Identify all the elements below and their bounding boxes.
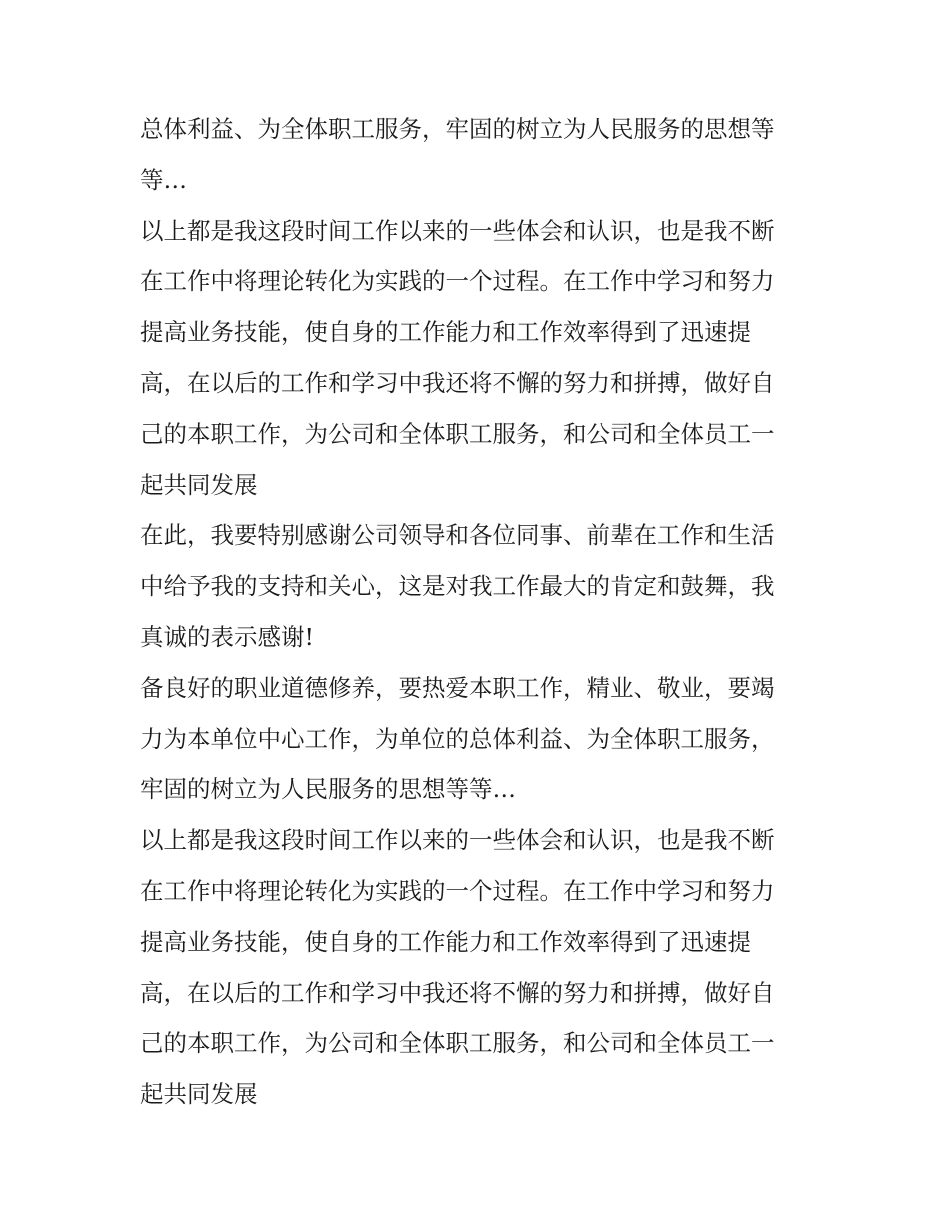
text-line: 己的本职工作，为公司和全体职工服务，和公司和全体员工一 [140,419,775,448]
text-line: 提高业务技能，使自身的工作能力和工作效率得到了迅速提 [140,927,751,956]
document-body [140,104,815,1120]
text-line: 在工作中将理论转化为实践的一个过程。在工作中学习和努力 [140,267,775,296]
text-line: 以上都是我这段时间工作以来的一些体会和认识，也是我不断 [140,826,775,855]
text-line: 以上都是我这段时间工作以来的一些体会和认识，也是我不断 [140,216,775,245]
text-line: 中给予我的支持和关心，这是对我工作最大的肯定和鼓舞，我 [140,572,775,601]
text-line: 在工作中将理论转化为实践的一个过程。在工作中学习和努力 [140,876,775,905]
text-line: 在此，我要特别感谢公司领导和各位同事、前辈在工作和生活 [140,521,775,550]
text-line: 牢固的树立为人民服务的思想等等… [140,775,516,804]
text-line: 总体利益、为全体职工服务，牢固的树立为人民服务的思想等 [140,115,775,143]
text-line: 备良好的职业道德修养，要热爱本职工作，精业、敬业，要竭 [140,673,775,702]
text-line: 高，在以后的工作和学习中我还将不懈的努力和拼搏，做好自 [140,978,775,1007]
text-line: 提高业务技能，使自身的工作能力和工作效率得到了迅速提 [140,318,751,347]
text-line: 真诚的表示感谢! [140,622,314,651]
text-line: 起共同发展 [140,470,258,499]
text-line: 起共同发展 [140,1080,258,1109]
text-line: 等… [140,165,187,194]
text-line: 力为本单位中心工作，为单位的总体利益、为全体职工服务， [140,724,775,753]
text-line: 高，在以后的工作和学习中我还将不懈的努力和拼搏，做好自 [140,368,775,397]
text-line: 己的本职工作，为公司和全体职工服务，和公司和全体员工一 [140,1029,775,1058]
